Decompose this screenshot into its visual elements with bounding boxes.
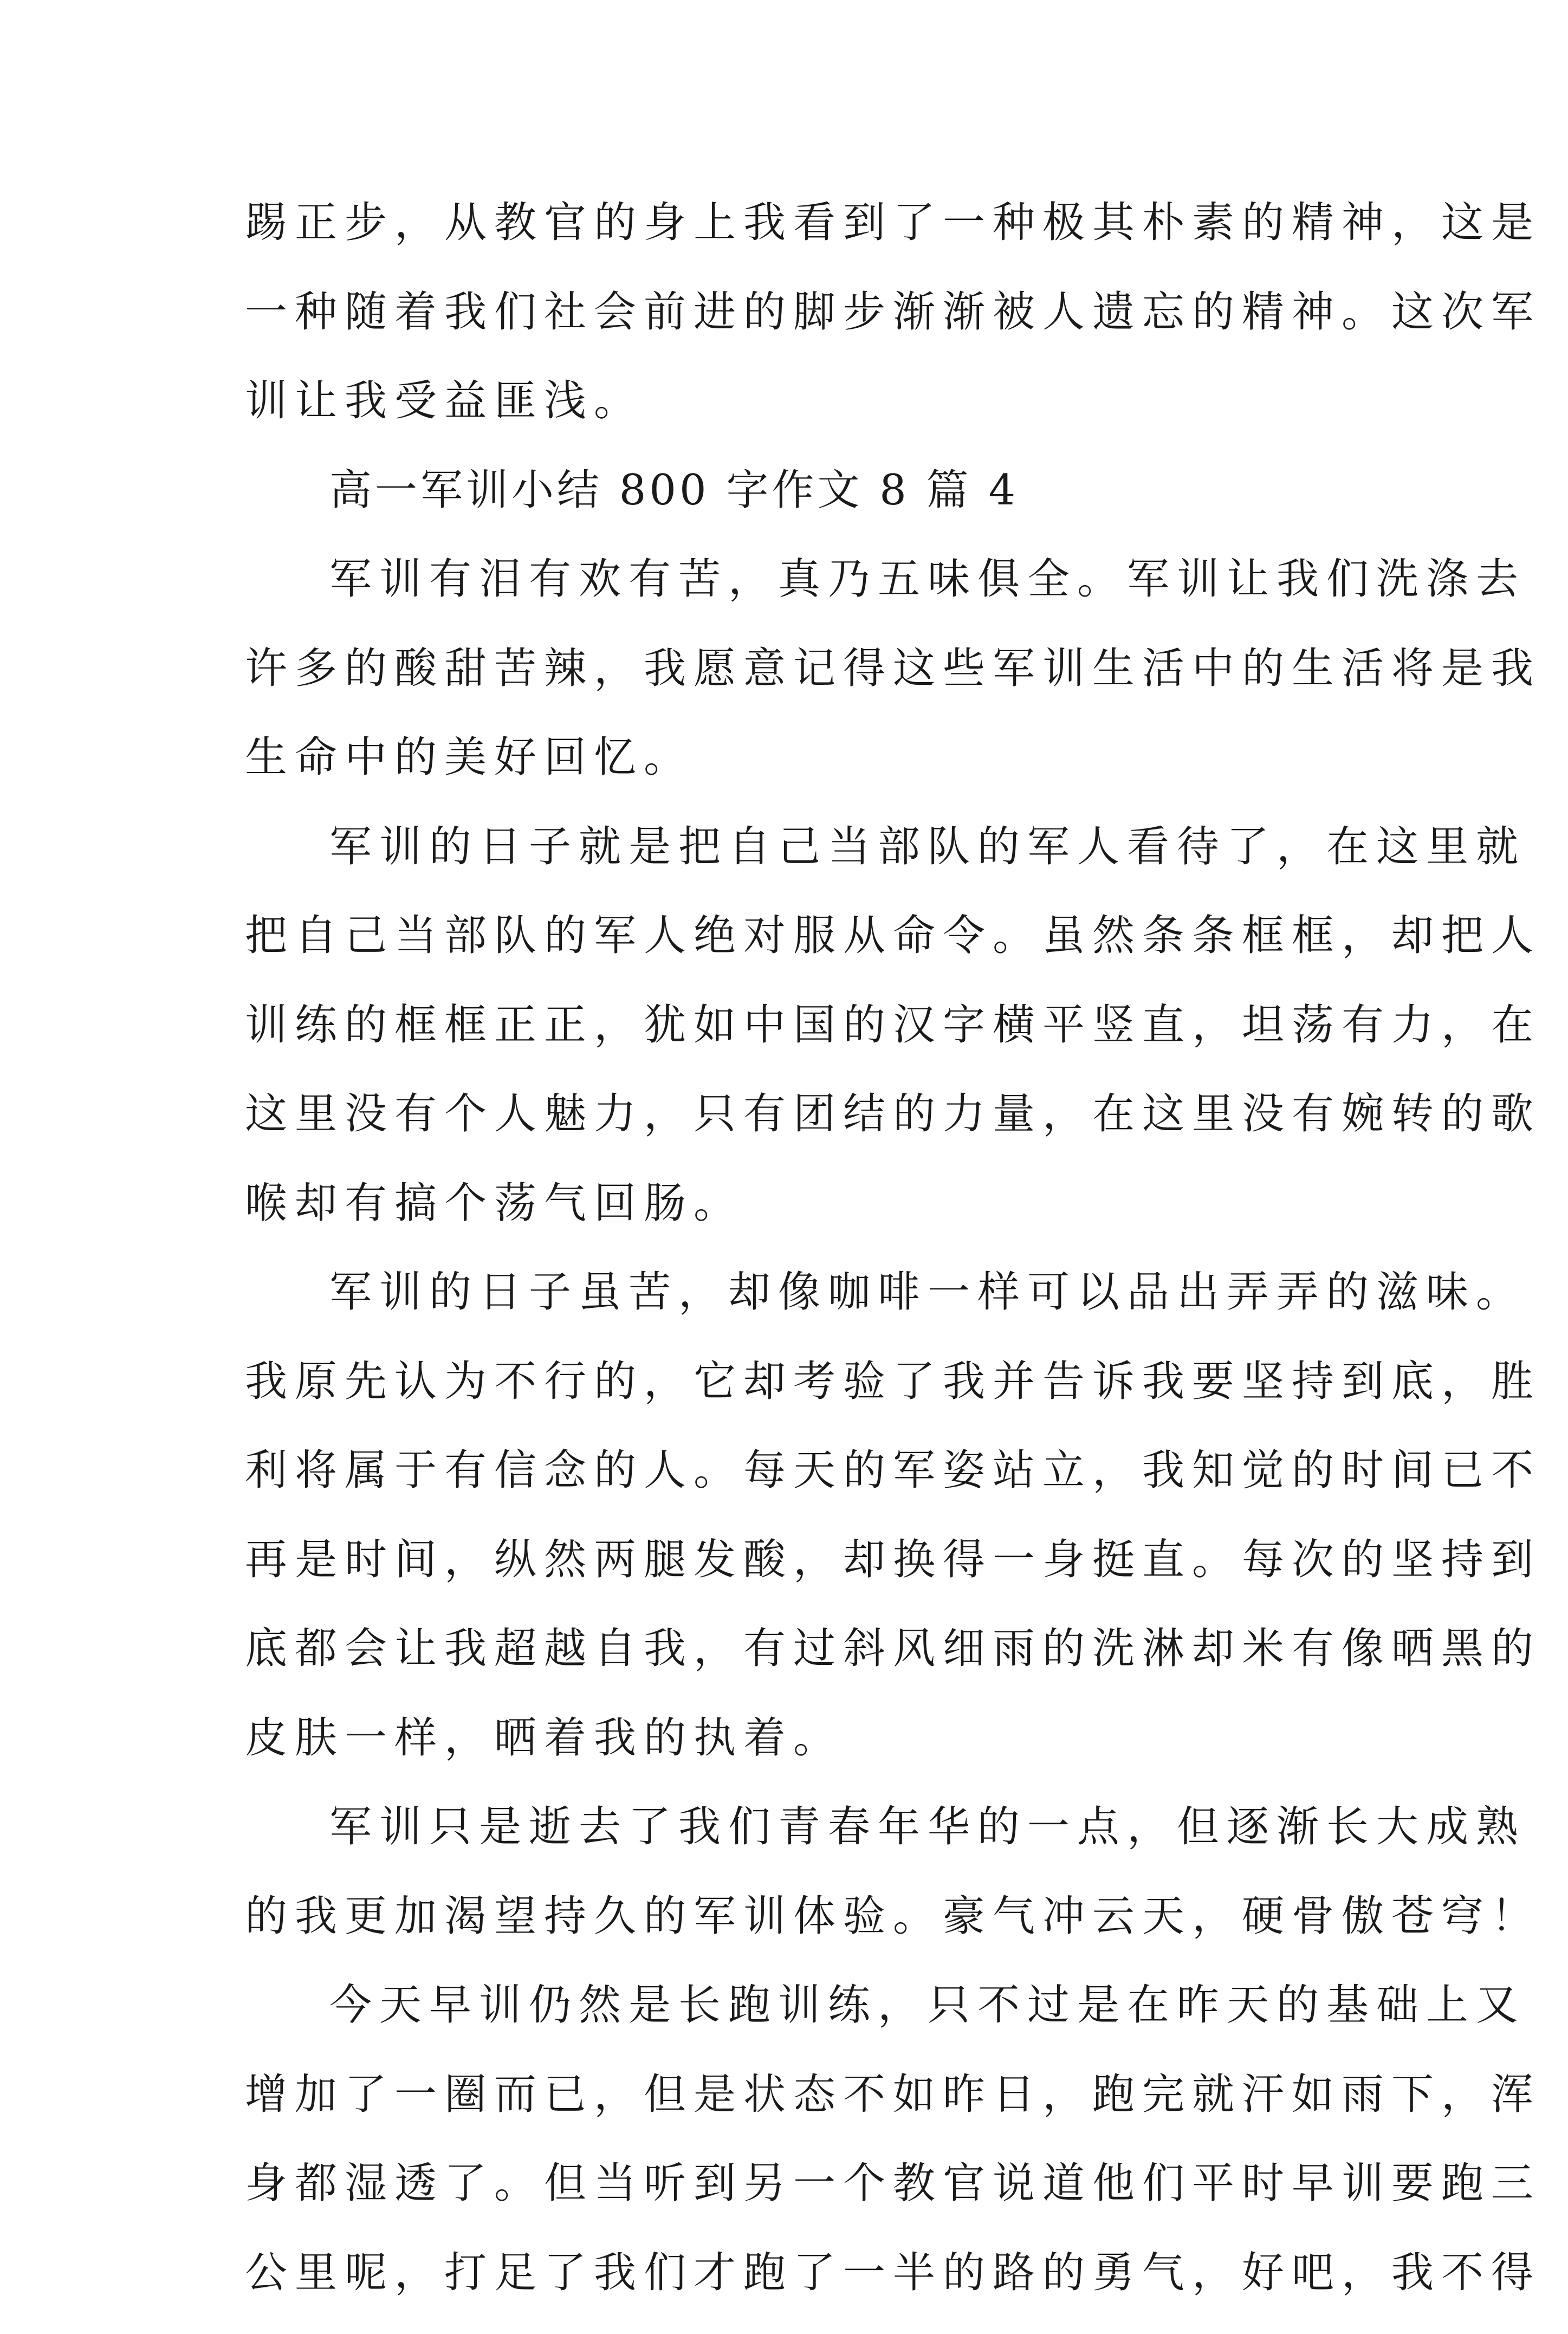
text-line: 底都会让我超越自我，有过斜风细雨的洗淋却米有像晒黑的 bbox=[245, 1624, 1541, 1673]
text-line: 再是时间，纵然两腿发酸，却换得一身挺直。每次的坚持到 bbox=[245, 1535, 1541, 1584]
text-line: 军训的日子虽苦，却像咖啡一样可以品出弄弄的滋味。 bbox=[329, 1268, 1526, 1317]
text-line: 增加了一圈而已，但是状态不如昨日，跑完就汗如雨下，浑 bbox=[245, 2070, 1541, 2119]
text-line: 这里没有个人魅力，只有团结的力量，在这里没有婉转的歌 bbox=[245, 1090, 1541, 1138]
text-line: 训让我受益匪浅。 bbox=[245, 377, 644, 425]
text-line: 今天早训仍然是长跑训练，只不过是在昨天的基础上又 bbox=[329, 1981, 1526, 2030]
text-line: 军训只是逝去了我们青春年华的一点，但逐渐长大成熟 bbox=[329, 1803, 1526, 1851]
text-line: 军训有泪有欢有苦，真乃五味俱全。军训让我们洗涤去 bbox=[329, 555, 1526, 604]
text-line: 军训的日子就是把自己当部队的军人看待了，在这里就 bbox=[329, 822, 1526, 871]
text-line: 踢正步，从教官的身上我看到了一种极其朴素的精神，这是 bbox=[245, 198, 1541, 247]
text-line: 我原先认为不行的，它却考验了我并告诉我要坚持到底，胜 bbox=[245, 1357, 1541, 1406]
text-line: 公里呢，打足了我们才跑了一半的路的勇气，好吧，我不得 bbox=[245, 2248, 1541, 2297]
text-line: 一种随着我们社会前进的脚步渐渐被人遗忘的精神。这次军 bbox=[245, 287, 1541, 336]
text-line: 利将属于有信念的人。每天的军姿站立，我知觉的时间已不 bbox=[245, 1446, 1541, 1495]
text-line: 皮肤一样，晒着我的执着。 bbox=[245, 1713, 844, 1762]
text-line: 喉却有搞个荡气回肠。 bbox=[245, 1178, 744, 1228]
text-line: 训练的框框正正，犹如中国的汉字横平竖直，坦荡有力，在 bbox=[245, 1000, 1541, 1049]
section-heading: 高一军训小结 800 字作文 8 篇 4 bbox=[329, 465, 1019, 515]
text-line: 的我更加渴望持久的军训体验。豪气冲云天，硬骨傲苍穹！ bbox=[245, 1891, 1541, 1941]
text-line: 生命中的美好回忆。 bbox=[245, 733, 694, 782]
text-line: 把自己当部队的军人绝对服从命令。虽然条条框框，却把人 bbox=[245, 911, 1541, 960]
text-line: 许多的酸甜苦辣，我愿意记得这些军训生活中的生活将是我 bbox=[245, 644, 1541, 693]
document-body bbox=[245, 195, 1541, 2334]
text-line: 身都湿透了。但当听到另一个教官说道他们平时早训要跑三 bbox=[245, 2159, 1541, 2208]
